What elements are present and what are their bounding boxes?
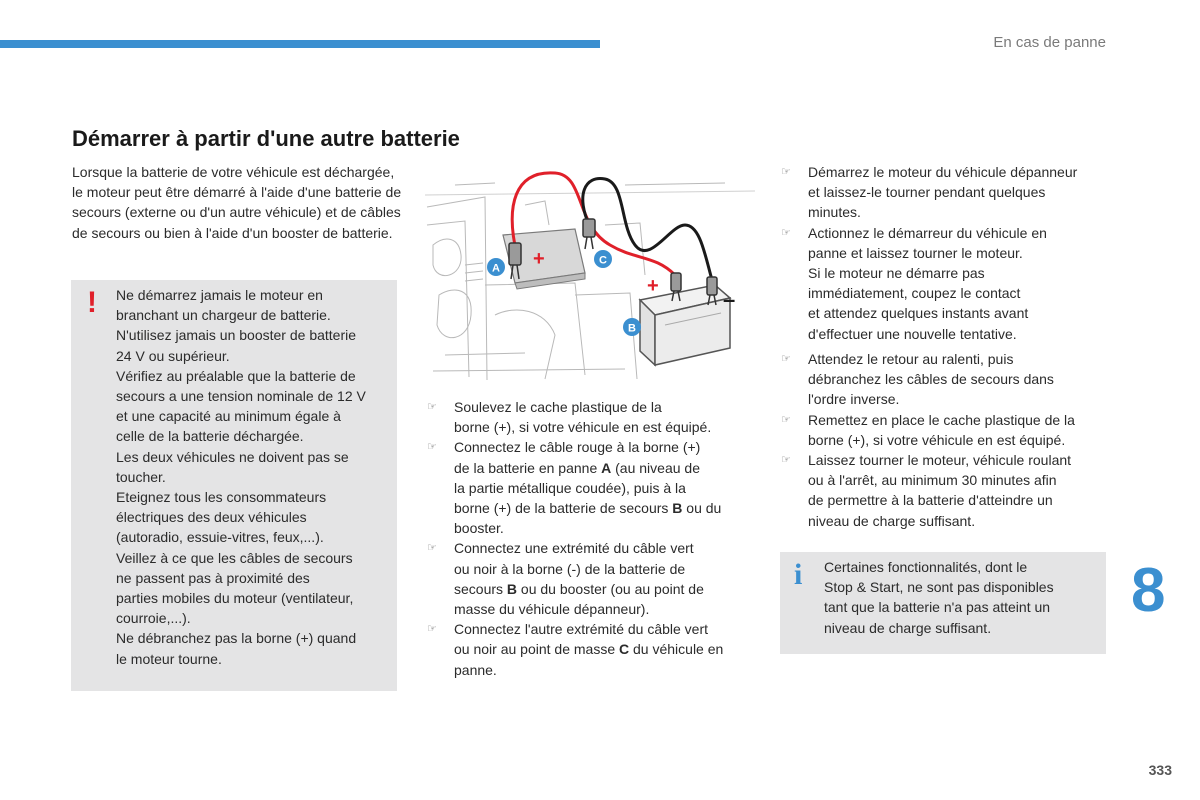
step-item [426, 437, 756, 538]
jump-start-diagram [425, 165, 755, 385]
step-text-line: la partie métallique coudée), puis à la [454, 479, 686, 496]
booster-battery [640, 285, 730, 365]
info-icon: i [794, 558, 803, 591]
warning-text-line: celle de la batterie déchargée. [116, 428, 304, 445]
warning-text-line: et une capacité au minimum égale à [116, 408, 341, 425]
step-text-line: Laissez tourner le moteur, véhicule roulant [808, 452, 1072, 469]
step-text-line: borne (+), si votre véhicule en est équipé. [808, 431, 1066, 448]
step-text-line: masse du véhicule dépanneur). [454, 601, 650, 618]
warning-text-line: le moteur tourne. [116, 650, 222, 667]
step-text-line: Attendez le retour au ralenti, puis [808, 351, 1014, 367]
warning-text-line: N'utilisez jamais un booster de batterie [116, 327, 357, 344]
clamp-c [583, 219, 595, 249]
step-text-line: Soulevez le cache plastique de la [454, 399, 662, 415]
step-item [426, 397, 756, 437]
step-text-line: Si le moteur ne démarre pas [808, 265, 985, 282]
step-text-line: ou à l'arrêt, au minimum 30 minutes afin [808, 472, 1057, 489]
step-item [426, 538, 756, 619]
step-text-line: Démarrez le moteur du véhicule dépanneur [808, 164, 1078, 180]
pointing-hand-icon: ☞ [427, 623, 437, 636]
step-item [780, 162, 1110, 223]
pointing-hand-icon: ☞ [781, 413, 791, 426]
warning-text-line: Ne débranchez pas la borne (+) quand [116, 630, 357, 647]
step-text-line: panne et laissez tourner le moteur. [808, 244, 1023, 261]
pointing-hand-icon: ☞ [427, 542, 437, 555]
step-text-line: Connectez l'autre extrémité du câble vert [454, 621, 709, 638]
warning-text-line: secours a une tension nominale de 12 V [116, 388, 366, 405]
label-c: C [599, 254, 607, 267]
warning-text-line: Veillez à ce que les câbles de secours [116, 549, 353, 566]
step-text-line: de permettre à la batterie d'atteindre un [808, 492, 1053, 509]
step-text-line: niveau de charge suffisant. [808, 512, 976, 529]
step-text-line: booster. [454, 520, 504, 537]
warning-box [71, 280, 397, 691]
pointing-hand-icon: ☞ [781, 166, 791, 178]
step-text-line: Connectez une extrémité du câble vert [454, 540, 694, 557]
pointing-hand-icon: ☞ [781, 353, 791, 365]
warning-text-line: Eteignez tous les consommateurs [116, 489, 327, 506]
step-text-line: Actionnez le démarreur du véhicule en [808, 224, 1047, 241]
info-text-line: niveau de charge suffisant. [824, 619, 992, 636]
warning-text-line: ne passent pas à proximité des [116, 569, 310, 586]
warning-text-line: Vérifiez au préalable que la batterie de [116, 367, 356, 384]
step-text-line: d'effectuer une nouvelle tentative. [808, 325, 1017, 342]
info-text-line: Stop & Start, ne sont pas disponibles [824, 579, 1054, 596]
step-text-line: et laissez-le tourner pendant quelques [808, 184, 1046, 201]
minus-mark-b: – [723, 287, 736, 312]
label-b-marker [623, 318, 641, 336]
plus-mark-b: + [647, 275, 659, 297]
warning-text-line: électriques des deux véhicules [116, 509, 307, 526]
intro-paragraph: Lorsque la batterie de votre véhicule est déchargée, le moteur peut être démarré à l'aide d'une batterie de secours (externe ou d'un autre véhicule) et de câbles de secours ou bien à l'aide d'un booster de batterie. [72, 164, 402, 241]
section-label: En cas de panne [993, 34, 1106, 51]
info-box [780, 552, 1106, 654]
step-text-line: secours B ou du booster (ou au point de [454, 580, 704, 597]
label-a: A [492, 262, 500, 275]
step-text-line: Remettez en place le cache plastique de la [808, 411, 1075, 428]
step-text-line: Connectez le câble rouge à la borne (+) [454, 439, 701, 456]
step-item [780, 349, 1110, 410]
step-text-line: borne (+), si votre véhicule en est équipé. [454, 419, 712, 436]
info-text [824, 557, 1054, 638]
page-number: 333 [1148, 762, 1172, 778]
pointing-hand-icon: ☞ [781, 454, 791, 467]
exclamation-icon: ! [87, 286, 97, 319]
steps-list-right-top [780, 162, 1110, 344]
step-item [780, 410, 1110, 450]
step-text-line: et attendez quelques instants avant [808, 305, 1029, 322]
header-accent-bar [0, 40, 600, 48]
warning-text [116, 285, 396, 669]
step-item [780, 223, 1110, 344]
warning-text-line: branchant un chargeur de batterie. [116, 307, 331, 324]
step-text-line: panne. [454, 661, 497, 678]
step-item [426, 619, 756, 680]
steps-list-middle [426, 397, 756, 680]
steps-list-right-bottom [780, 349, 1110, 531]
pointing-hand-icon: ☞ [427, 401, 437, 413]
info-text-line: tant que la batterie n'a pas atteint un [824, 599, 1051, 616]
label-c-marker [594, 250, 612, 268]
step-item [780, 450, 1110, 531]
warning-text-line: 24 V ou supérieur. [116, 347, 230, 364]
label-a-marker [487, 258, 505, 276]
pointing-hand-icon: ☞ [427, 441, 437, 454]
warning-text-line: Ne démarrez jamais le moteur en [116, 287, 323, 303]
info-text-line: Certaines fonctionnalités, dont le [824, 559, 1028, 575]
warning-text-line: toucher. [116, 468, 166, 485]
step-text-line: immédiatement, coupez le contact [808, 285, 1021, 302]
warning-text-line: Les deux véhicules ne doivent pas se [116, 448, 349, 465]
plus-mark-a: + [533, 248, 545, 270]
step-text-line: de la batterie en panne A (au niveau de [454, 459, 700, 476]
step-text-line: débranchez les câbles de secours dans [808, 371, 1054, 388]
warning-text-line: courroie,...). [116, 610, 191, 627]
step-text-line: ou noir au point de masse C du véhicule en [454, 641, 724, 658]
step-text-line: ou noir à la borne (-) de la batterie de [454, 560, 686, 577]
step-text-line: l'ordre inverse. [808, 391, 900, 408]
step-text-line: borne (+) de la batterie de secours B ou du [454, 500, 722, 517]
label-b: B [628, 322, 636, 335]
warning-text-line: (autoradio, essuie-vitres, feux,...). [116, 529, 324, 546]
warning-text-line: parties mobiles du moteur (ventilateur, [116, 590, 354, 607]
page-title: Démarrer à partir d'une autre batterie [72, 126, 460, 151]
step-text-line: minutes. [808, 204, 861, 221]
chapter-number: 8 [1131, 556, 1166, 625]
pointing-hand-icon: ☞ [781, 226, 791, 239]
